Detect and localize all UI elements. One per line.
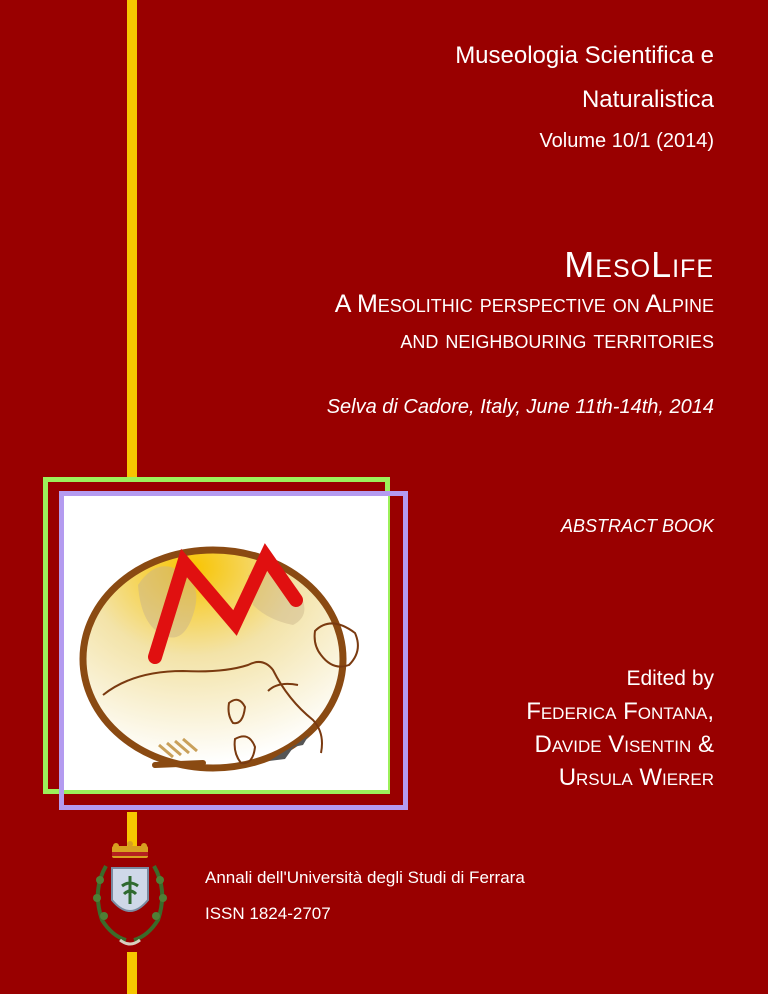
editor-name: Davide Visentin &	[534, 731, 714, 758]
book-title: MesoLife	[564, 244, 714, 285]
book-subtitle-line2: and neighbouring territories	[400, 326, 714, 354]
university-crest-icon	[82, 840, 178, 952]
vertical-accent-line-bottom	[127, 952, 137, 994]
edited-by-label: Edited by	[626, 667, 714, 690]
journal-name-line2: Naturalistica	[581, 86, 714, 113]
issn: ISSN 1824-2707	[205, 904, 331, 923]
journal-volume: Volume 10/1 (2014)	[539, 130, 714, 152]
publisher-name: Annali dell'Università degli Studi di Ferrara	[205, 868, 525, 887]
event-place-date: Selva di Cadore, Italy, June 11th-14th, 2014	[326, 396, 714, 418]
book-subtitle-line1: A Mesolithic perspective on Alpine	[334, 290, 714, 318]
book-type: ABSTRACT BOOK	[560, 516, 714, 536]
vertical-accent-line-top	[127, 0, 137, 482]
journal-name-line1: Museologia Scientifica e	[455, 42, 714, 69]
editor-name: Ursula Wierer	[558, 764, 714, 791]
violet-frame	[59, 491, 408, 810]
editor-name: Federica Fontana,	[526, 698, 714, 725]
